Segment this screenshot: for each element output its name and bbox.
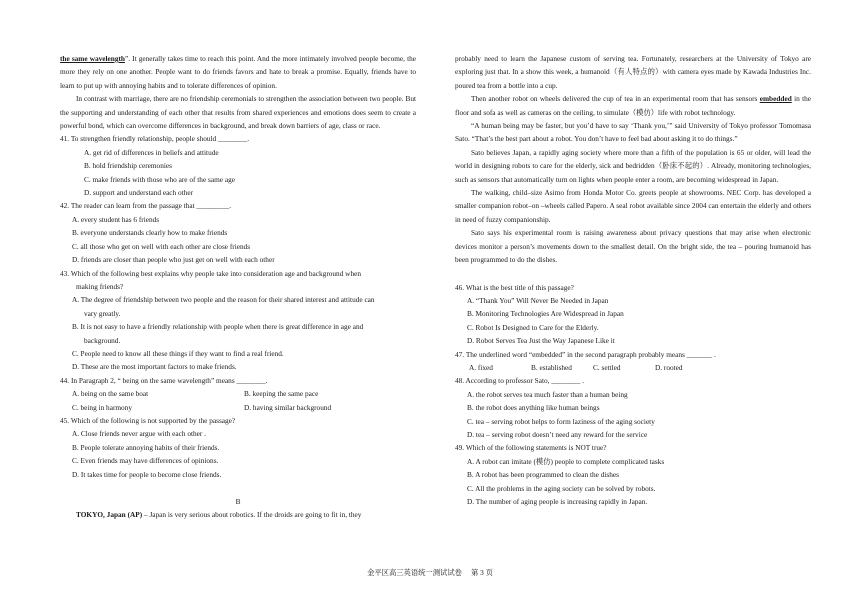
option-c: C. being in harmony [72,402,132,412]
question-stem: 49. Which of the following statements is NOT true? [455,443,607,453]
option-a: A. the robot serves tea much faster than a human being [467,389,628,399]
option-b: B. hold friendship ceremonies [84,161,172,171]
question-44 [60,374,416,414]
question-42 [60,199,416,266]
option-a: A. being on the same boat [72,389,149,399]
option-b: B. everyone understands clearly how to make friends [72,228,228,238]
section-heading: B [235,497,241,506]
option-d: D. rooted [655,362,683,372]
question-stem: 45. Which of the following is not supported by the passage? [60,415,236,425]
option-b: B. keeping the same pace [244,389,319,399]
option-c: C. tea – serving robot helps to form laziness of the aging society [467,416,655,426]
option-d: D. friends are closer than people who just get on well with each other [72,255,275,265]
option-b: B. the robot does anything like human beings [467,403,600,413]
question-45 [60,414,416,481]
option-b: B. It is not easy to have a friendly relationship with people when there is great difference in age and background. [72,322,364,345]
option-d: D. tea – serving robot doesn’t need any reward for the service [467,429,648,439]
option-c: C. all those who get on well with each other are close friends [72,241,251,251]
option-a: A. fixed [469,362,493,372]
option-d: D. These are the most important factors to make friends. [72,362,237,372]
right-column [455,52,811,508]
option-b: B. A robot has been programmed to clean the dishes [467,470,619,480]
underlined-phrase: the same wavelength [60,54,125,63]
question-stem: 47. The underlined word “embedded” in the second paragraph probably means _______ . [455,349,716,359]
question-stem: 44. In Paragraph 2, “ being on the same wavelength” means ________. [60,375,268,385]
option-a: A. every student has 6 friends [72,214,160,224]
right-paragraph-4: Sato believes Japan, a rapidly aging society where more than a fifth of the population is 65 or older, will lead the world in designing robots to care for the elderly, sick and bedridden（卧床不起的）. Already, monitoring technologies, such as sensors that automatically turn on lights when people enter a room, are becoming widespread in Japan. [455,147,811,184]
left-paragraph-1: the same wavelength”. It generally takes time to reach this point. And the more intimately involved people become, the more they rely on one another. People want to do friends favors and hate to break a promise. Equally, friends have to learn to put up with annoying habits and to tolerate differences of opinion. [60,54,416,90]
left-paragraph-2: In contrast with marriage, there are no friendship ceremonials to strengthen the association between two people. But the supporting and understanding of each other that results from shared experiences and emotions does seem to create a powerful bond, which can overcome differences in background, and break down barriers of age, class or race. [60,94,416,131]
question-stem: 42. The reader can learn from the passage that _________. [60,201,232,211]
option-a: A. Close friends never argue with each other . [72,429,207,439]
option-c: C. settled [593,362,621,372]
option-c: C. make friends with those who are of the same age [84,174,235,184]
option-d: D. Robot Serves Tea Just the Way Japanese Like it [467,336,615,346]
question-stem: 48. According to professor Sato, ________ . [455,376,585,386]
option-c: C. Even friends may have differences of opinions. [72,456,219,466]
option-c: C. People need to know all these things if they want to find a real friend. [72,348,284,358]
option-b: B. People tolerate annoying habits of their friends. [72,442,220,452]
option-d: D. The number of aging people is increasing rapidly in Japan. [467,497,648,506]
question-43 [60,267,416,374]
option-a: A. The degree of friendship between two people and the reason for their shared interest and attitude can vary greatly. [72,295,375,318]
page-footer: 金平区高三英语统一测试试卷 第 3 页 [367,568,493,577]
underlined-word: embedded [759,94,792,104]
right-paragraph-1: probably need to learn the Japanese custom of serving tea. Fortunately, researchers at the University of Tokyo are exploring just that. In a show this week, a humanoid（有人特点的）with camera eyes made by Kawada Industries Inc. poured tea from a bottle into a cup. [455,54,811,90]
question-stem: 41. To strengthen friendly relationship, people should ________. [60,134,250,144]
passage-b-opening: TOKYO, Japan (AP) – Japan is very serious about robotics. If the droids are going to fit in, they [76,510,362,520]
question-stem: 43. Which of the following best explains why people take into consideration age and background when making friends? [60,268,361,291]
option-a: A. A robot can imitate (模仿) people to complete complicated tasks [467,456,665,466]
option-c: C. Robot Is Designed to Care for the Elderly. [467,322,599,332]
left-column [60,52,416,522]
question-stem: 46. What is the best title of this passage? [455,282,574,292]
question-46 [455,281,811,348]
right-paragraph-5: The walking, child–size Asimo from Honda Motor Co. greets people at showrooms. NEC Corp. has developed a smaller companion robot–on –wheels called Papero. A seal robot available since 2004 can entertain the elderly and others in need of fuzzy companionship. [455,188,811,224]
option-b: B. established [531,362,572,372]
question-41 [60,132,416,199]
question-47 [455,348,811,375]
option-a: A. get rid of differences in beliefs and attitude [84,147,219,157]
question-49 [455,441,811,508]
option-c: C. All the problems in the aging society can be solved by robots. [467,483,656,493]
option-b: B. Monitoring Technologies Are Widespread in Japan [467,309,624,319]
option-d: D. support and understand each other [84,188,194,198]
option-d: D. having similar background [244,402,332,412]
right-paragraph-3: “A human being may be faster, but you’d have to say ‘Thank you,’” said University of Tokyo professor Tomomasa Sato. “That’s the best part about a robot. You don’t have to feel bad about asking it to do things.” [455,121,811,144]
option-a: A. “Thank You” Will Never Be Needed in Japan [467,295,609,305]
right-paragraph-2: Then another robot on wheels delivered the cup of tea in an experimental room that has sensors embedded in the floor and sofa as well as cameras on the ceiling, to simulate（模仿）life with robot technology. [455,94,811,117]
right-paragraph-6: Sato says his experimental room is raising awareness about privacy questions that may arise when electronic devices monitor a person’s movements down to the smallest detail. On the bright side, the tea – pouring humanoid has been programmed to do the dishes. [455,228,811,265]
option-d: D. It takes time for people to become close friends. [72,469,222,479]
question-48 [455,374,811,441]
